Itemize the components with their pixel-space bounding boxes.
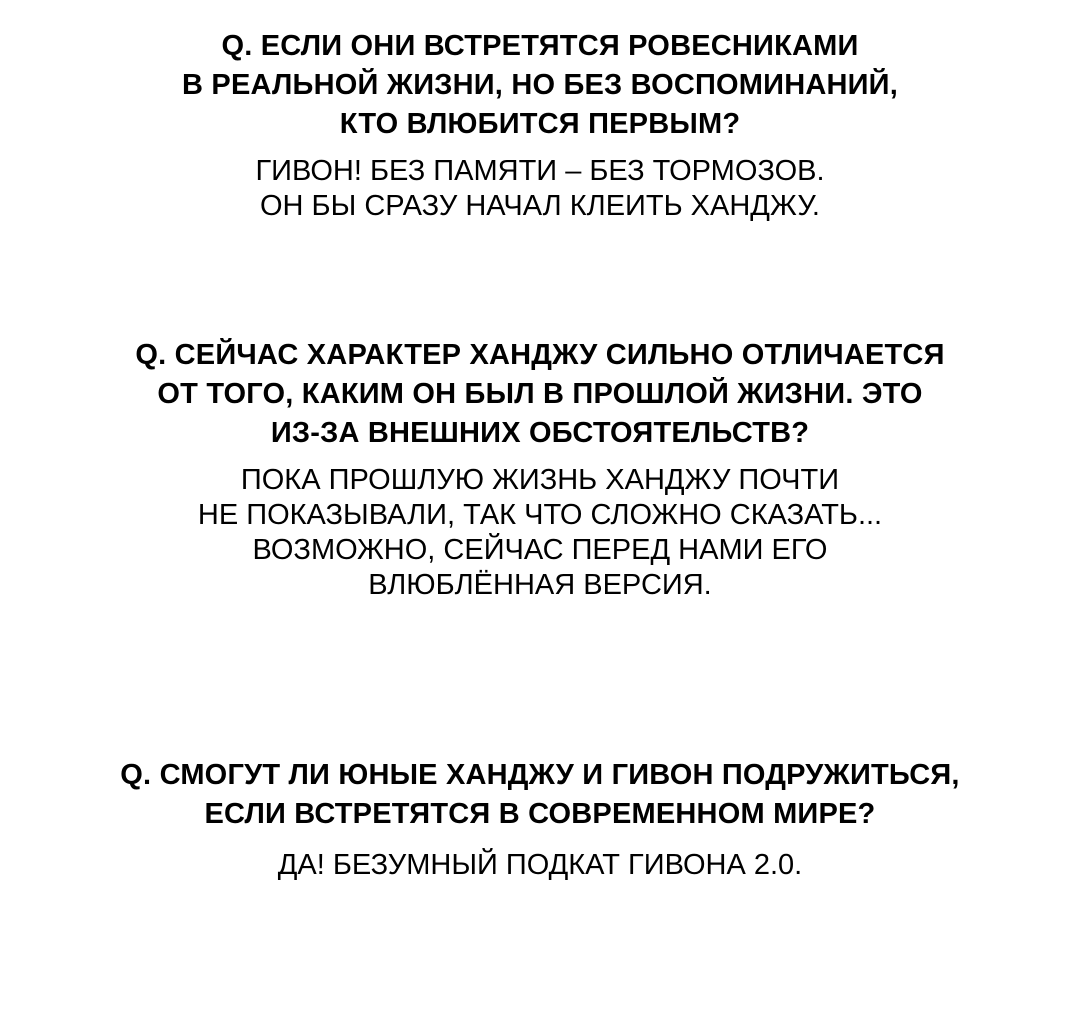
question-line: Q. ЕСЛИ ОНИ ВСТРЕТЯТСЯ РОВЕСНИКАМИ	[221, 30, 859, 62]
question-2	[0, 336, 1080, 453]
question-line: ЕСЛИ ВСТРЕТЯТСЯ В СОВРЕМЕННОМ МИРЕ?	[204, 798, 876, 830]
question-line: Q. СМОГУТ ЛИ ЮНЫЕ ХАНДЖУ И ГИВОН ПОДРУЖИТЬСЯ,	[120, 759, 960, 791]
qa-block-3	[0, 756, 1080, 883]
answer-line: ВЛЮБЛЁННАЯ ВЕРСИЯ.	[368, 569, 712, 601]
question-line: ИЗ-ЗА ВНЕШНИХ ОБСТОЯТЕЛЬСТВ?	[270, 417, 810, 449]
question-line: Q. СЕЙЧАС ХАРАКТЕР ХАНДЖУ СИЛЬНО ОТЛИЧАЕТСЯ	[135, 339, 945, 371]
qa-block-2	[0, 336, 1080, 603]
answer-line: НЕ ПОКАЗЫВАЛИ, ТАК ЧТО СЛОЖНО СКАЗАТЬ...	[197, 499, 883, 531]
question-line: ОТ ТОГО, КАКИМ ОН БЫЛ В ПРОШЛОЙ ЖИЗНИ. ЭТО	[157, 378, 923, 410]
answer-2	[0, 463, 1080, 603]
answer-1	[0, 154, 1080, 224]
answer-line: ВОЗМОЖНО, СЕЙЧАС ПЕРЕД НАМИ ЕГО	[252, 534, 828, 566]
answer-3	[0, 848, 1080, 883]
question-3	[0, 756, 1080, 834]
answer-line: ДА! БЕЗУМНЫЙ ПОДКАТ ГИВОНА 2.0.	[277, 849, 803, 881]
answer-line: ПОКА ПРОШЛУЮ ЖИЗНЬ ХАНДЖУ ПОЧТИ	[240, 464, 840, 496]
question-line: В РЕАЛЬНОЙ ЖИЗНИ, НО БЕЗ ВОСПОМИНАНИЙ,	[182, 69, 898, 101]
answer-line: ОН БЫ СРАЗУ НАЧАЛ КЛЕИТЬ ХАНДЖУ.	[260, 190, 820, 222]
question-1	[0, 27, 1080, 144]
answer-line: ГИВОН! БЕЗ ПАМЯТИ – БЕЗ ТОРМОЗОВ.	[255, 155, 825, 187]
question-line: КТО ВЛЮБИТСЯ ПЕРВЫМ?	[339, 108, 741, 140]
qa-block-1	[0, 27, 1080, 224]
